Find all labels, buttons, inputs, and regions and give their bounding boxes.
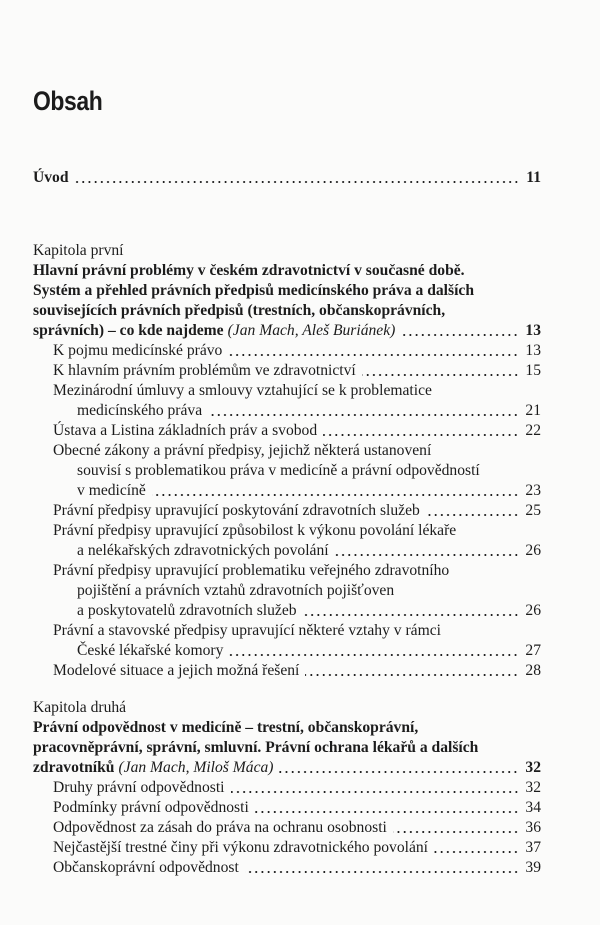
entry-line bbox=[33, 561, 541, 581]
entry-line bbox=[33, 501, 541, 521]
dot-leader bbox=[228, 341, 519, 361]
page-number: 22 bbox=[525, 422, 541, 439]
entry-title: Úvod bbox=[33, 169, 69, 186]
entry-line bbox=[33, 778, 541, 798]
chapter-title-line: Systém a přehled právních předpisů medicínského práva a dalších bbox=[33, 282, 475, 299]
toc-entry[interactable] bbox=[33, 858, 541, 878]
entry-line bbox=[33, 838, 541, 858]
entry-title: Právní a stavovské předpisy upravující některé vztahy v rámci bbox=[53, 622, 441, 639]
page-number: 27 bbox=[525, 642, 541, 659]
entry-line bbox=[33, 381, 541, 401]
dot-leader bbox=[303, 601, 519, 621]
chapter-title-line: souvisejících právních předpisů (trestních, občanskoprávních, bbox=[33, 302, 446, 319]
dot-leader bbox=[245, 858, 519, 878]
toc-entry[interactable] bbox=[33, 521, 541, 561]
entry-line bbox=[33, 581, 541, 601]
toc-entry[interactable] bbox=[33, 798, 541, 818]
entry-line bbox=[33, 401, 541, 421]
entry-line bbox=[33, 521, 541, 541]
page-number: 13 bbox=[525, 322, 541, 339]
page-number: 32 bbox=[525, 759, 541, 776]
entry-title: České lékařské komory bbox=[77, 642, 224, 659]
entry-title: pojištění a právních vztahů zdravotních pojišťoven bbox=[77, 582, 395, 599]
entry-title: Druhy právní odpovědnosti bbox=[53, 779, 225, 796]
entry-line bbox=[33, 798, 541, 818]
page-number: 39 bbox=[525, 859, 541, 876]
page-number: 15 bbox=[525, 362, 541, 379]
entry-line bbox=[33, 481, 541, 501]
entry-title: K hlavním právním problémům ve zdravotnictví bbox=[53, 362, 356, 379]
toc-entry[interactable] bbox=[33, 838, 541, 858]
chapter-title-line bbox=[33, 758, 541, 778]
chapter-title-line: pracovněprávní, správní, smluvní. Právní ochrana lékařů a dalších bbox=[33, 739, 479, 756]
entry-line bbox=[33, 361, 541, 381]
dot-leader bbox=[426, 501, 519, 521]
page-title: Obsah bbox=[33, 86, 103, 116]
page-number: 26 bbox=[525, 542, 541, 559]
page-number: 37 bbox=[525, 839, 541, 856]
entry-line bbox=[33, 441, 541, 461]
chapter-1 bbox=[33, 241, 541, 681]
chapter-title-line: Právní odpovědnost v medicíně – trestní, občanskoprávní, bbox=[33, 719, 419, 736]
entry-line bbox=[33, 601, 541, 621]
entry-line bbox=[33, 541, 541, 561]
entry-line bbox=[33, 641, 541, 661]
page-number: 11 bbox=[526, 169, 541, 186]
entry-title: Odpovědnost za zásah do práva na ochranu osobnosti bbox=[53, 819, 387, 836]
chapter-label: Kapitola druhá bbox=[33, 699, 127, 716]
chapter-title-entry[interactable] bbox=[33, 261, 541, 341]
entry-title: souvisí s problematikou práva v medicíně a právní odpovědností bbox=[77, 462, 480, 479]
dot-leader bbox=[208, 401, 519, 421]
dot-leader bbox=[255, 798, 519, 818]
entry-title: Nejčastější trestné činy při výkonu zdravotnického povolání bbox=[53, 839, 429, 856]
entry-line bbox=[33, 818, 541, 838]
dot-leader bbox=[152, 481, 519, 501]
dot-leader bbox=[401, 321, 519, 341]
page-number: 36 bbox=[525, 819, 541, 836]
entry-title: Ústava a Listina základních práv a svobod bbox=[53, 422, 318, 439]
dot-leader bbox=[229, 641, 519, 661]
entry-line bbox=[33, 421, 541, 441]
page-number: 34 bbox=[525, 799, 541, 816]
toc-entry[interactable] bbox=[33, 421, 541, 441]
chapter-title-line-text: zdravotníků bbox=[33, 759, 115, 776]
chapter-title-line: Hlavní právní problémy v českém zdravotnictví v současné době. bbox=[33, 262, 465, 279]
entry-line bbox=[33, 661, 541, 681]
entry-title: a nelékařských zdravotnických povolání bbox=[77, 542, 329, 559]
entry-line bbox=[33, 858, 541, 878]
page-number: 25 bbox=[525, 502, 541, 519]
toc-entry[interactable] bbox=[33, 441, 541, 501]
chapter-title-line bbox=[33, 321, 541, 341]
entry-title: Mezinárodní úmluvy a smlouvy vztahující se k problematice bbox=[53, 382, 432, 399]
toc-entry[interactable] bbox=[33, 778, 541, 798]
entry-title: Podmínky právní odpovědnosti bbox=[53, 799, 249, 816]
page-number: 23 bbox=[525, 482, 541, 499]
entry-title: Obecné zákony a právní předpisy, jejichž některá ustanovení bbox=[53, 442, 432, 459]
chapter-2 bbox=[33, 698, 541, 878]
dot-leader bbox=[279, 758, 519, 778]
chapter-authors: (Jan Mach, Miloš Máca) bbox=[118, 759, 274, 776]
entry-title: Právní předpisy upravující poskytování zdravotních služeb bbox=[53, 502, 420, 519]
entry-title: Občanskoprávní odpovědnost bbox=[53, 859, 239, 876]
page-number: 28 bbox=[525, 662, 541, 679]
page-number: 32 bbox=[525, 779, 541, 796]
entry-line bbox=[33, 341, 541, 361]
entry-title: Právní předpisy upravující způsobilost k výkonu povolání lékaře bbox=[53, 522, 457, 539]
toc-entry[interactable] bbox=[33, 341, 541, 361]
entry-line bbox=[33, 461, 541, 481]
chapter-authors: (Jan Mach, Aleš Buriánek) bbox=[227, 322, 396, 339]
entry-line bbox=[33, 621, 541, 641]
chapter-label: Kapitola první bbox=[33, 242, 124, 259]
dot-leader bbox=[305, 661, 519, 681]
dot-leader bbox=[393, 818, 519, 838]
entry-title: Právní předpisy upravující problematiku veřejného zdravotního bbox=[53, 562, 450, 579]
dot-leader bbox=[335, 541, 519, 561]
page-number: 13 bbox=[525, 342, 541, 359]
toc-entry-intro[interactable] bbox=[33, 168, 541, 188]
entry-title: a poskytovatelů zdravotních služeb bbox=[77, 602, 297, 619]
dot-leader bbox=[75, 168, 519, 188]
entry-title: medicínského práva bbox=[77, 402, 203, 419]
chapter-title-line-text: správních) – co kde najdeme bbox=[33, 322, 224, 339]
toc-entry[interactable] bbox=[33, 818, 541, 838]
toc-entry[interactable] bbox=[33, 361, 541, 381]
chapter-title-entry[interactable] bbox=[33, 718, 541, 778]
entry-title: K pojmu medicínské právo bbox=[53, 342, 223, 359]
toc-entry[interactable] bbox=[33, 561, 541, 621]
entry-title: v medicíně bbox=[77, 482, 146, 499]
toc-entry[interactable] bbox=[33, 501, 541, 521]
dot-leader bbox=[434, 838, 519, 858]
dot-leader bbox=[231, 778, 519, 798]
entry-title: Modelové situace a jejich možná řešení bbox=[53, 662, 300, 679]
dot-leader bbox=[323, 421, 519, 441]
page-number: 26 bbox=[525, 602, 541, 619]
toc-entry[interactable] bbox=[33, 621, 541, 661]
page-number: 21 bbox=[525, 402, 541, 419]
toc-entry[interactable] bbox=[33, 661, 541, 681]
toc-entry[interactable] bbox=[33, 381, 541, 421]
dot-leader bbox=[362, 361, 519, 381]
